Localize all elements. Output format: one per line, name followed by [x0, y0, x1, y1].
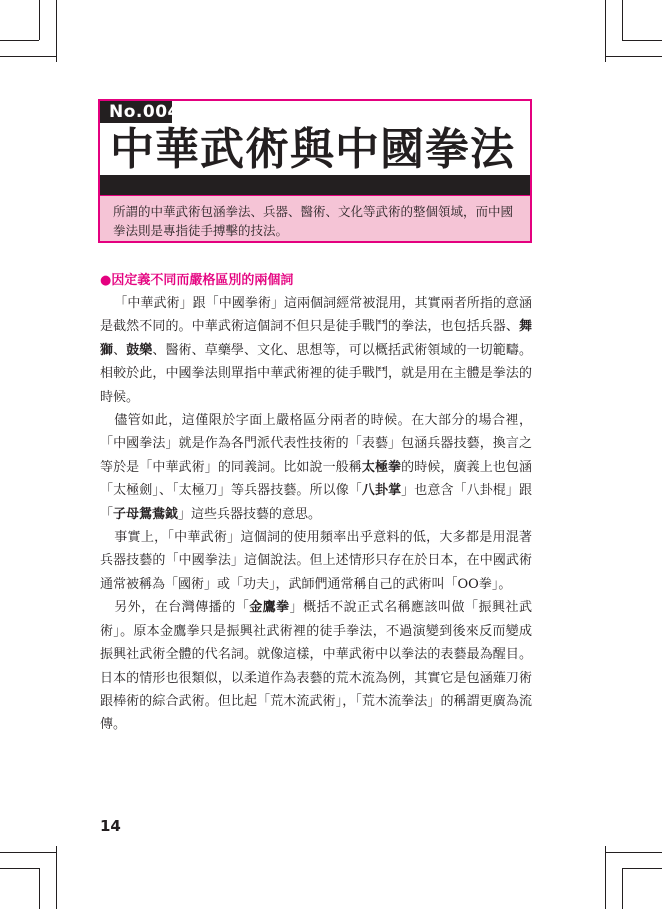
text-run: 、 [113, 342, 127, 358]
crop-mark-bottom-left-v [39, 868, 40, 909]
text-run: 」概括不說正式名稱應該叫做「振興社武術」。原本金鷹拳只是振興社武術裡的徒手拳法，不過演變到後來反而變成振興社武術全體的代名詞。就像這樣，中華武術中以拳法的表藝最為醒目。日本的情形也很類似，以柔道作為表藝的荒木流為例，其實它是包涵薙刀術跟棒術的綜合武術。但比起「荒木流武術」，「荒木流拳法」的稱謂更廣為流傳。 [100, 600, 532, 733]
emphasized-term: 太極拳 [361, 459, 402, 475]
section-heading: ●因定義不同而嚴格區別的兩個詞 [100, 273, 294, 288]
text-run: 另外，在台灣傳播的「 [114, 600, 250, 616]
emphasized-term: 舞獅 [100, 319, 532, 358]
crop-mark-bottom-left-h [0, 868, 39, 869]
crop-mark-top-left-h2 [0, 56, 56, 57]
emphasized-term: 金鷹拳 [249, 600, 290, 616]
text-run: 、醫術、草藥學、文化、思想等，可以概括武術領域的一切範疇。相較於此，中國拳法則單指中華武術裡的徒手戰鬥，就是用在主體是拳法的時候。 [100, 342, 532, 405]
emphasized-term: 鼓樂 [126, 342, 153, 358]
crop-mark-bottom-right-v [622, 868, 623, 909]
crop-mark-bottom-left-h2 [0, 852, 56, 853]
header-divider-bar [100, 175, 530, 195]
crop-mark-top-right-h2 [605, 56, 662, 57]
body-paragraph [100, 292, 532, 409]
text-run: 儘管如此，這僅限於字面上嚴格區分兩者的時候。在大部分的場合裡，「中國拳法」就是作為各門派代表性技術的「表藝」包涵兵器技藝，換言之等於是「中華武術」的同義詞。比如說一般稱 [100, 413, 532, 475]
crop-mark-top-right-h [622, 40, 662, 41]
crop-mark-top-left-v [39, 0, 40, 40]
crop-mark-bottom-left-v2 [56, 846, 57, 909]
crop-mark-top-right-v2 [605, 0, 606, 62]
body-paragraph [100, 596, 532, 736]
emphasized-term: 子母鴛鴦鉞 [113, 506, 179, 522]
page-title: 中華武術與中國拳法 [110, 124, 515, 175]
crop-mark-top-right-v [622, 0, 623, 40]
text-run: 的時候，廣義上也包涵「太極劍」、「太極刀」等兵器技藝。所以像「 [100, 459, 532, 499]
crop-mark-top-left-v2 [56, 0, 57, 62]
crop-mark-top-left-h [0, 40, 39, 41]
text-run: 」這些兵器技藝的意思。 [178, 506, 322, 522]
body-paragraph [100, 409, 532, 526]
text-run: 」也意含「八卦棍」跟「 [100, 483, 532, 522]
crop-mark-bottom-right-h [622, 868, 662, 869]
article-number: No.004 [100, 101, 172, 123]
article-header [98, 99, 532, 197]
crop-mark-bottom-right-v2 [605, 846, 606, 909]
article-summary: 所謂的中華武術包涵拳法、兵器、醫術、文化等武術的整個領域，而中國拳法則是專指徒手搏擊的技法。 [98, 196, 532, 243]
emphasized-term: 八卦掌 [361, 483, 402, 499]
page-number: 14 [100, 817, 121, 835]
crop-mark-bottom-right-h2 [605, 852, 662, 853]
text-run: 「中華武術」跟「中國拳術」這兩個詞經常被混用，其實兩者所指的意涵是截然不同的。中華武術這個詞不但只是徒手戰鬥的拳法，也包括兵器、 [100, 296, 532, 335]
article-body [100, 292, 532, 737]
body-paragraph [100, 526, 532, 596]
text-run: 事實上，「中華武術」這個詞的使用頻率出乎意料的低，大多都是用混著兵器技藝的「中國拳法」這個說法。但上述情形只存在於日本，在中國武術通常被稱為「國術」或「功夫」，武師們通常稱自己的武術叫「OO拳」。 [100, 530, 532, 592]
